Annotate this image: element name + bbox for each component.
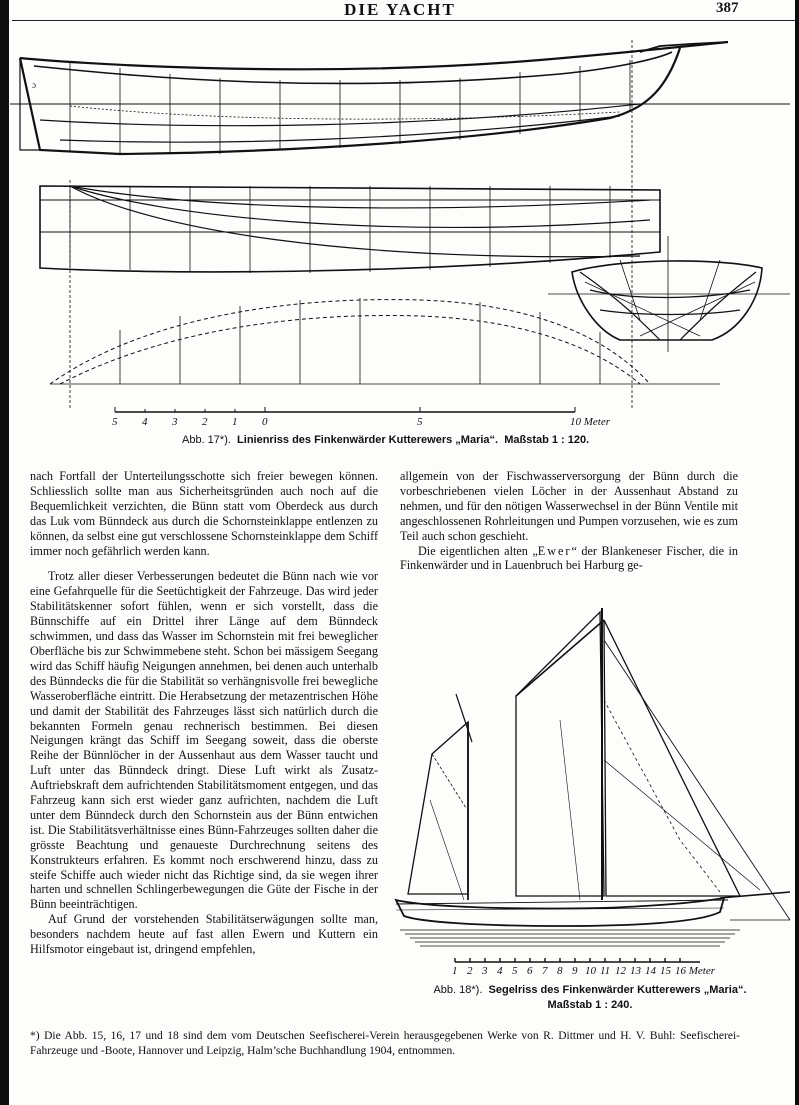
scale17-label-5m: 5 [417, 416, 423, 428]
scale17-label-4: 4 [142, 416, 148, 428]
scale18-label-16: 16 Meter [675, 965, 716, 977]
figure18-caption [420, 983, 760, 1013]
scale18-label-12: 12 [615, 965, 626, 977]
figure18-caption-prefix: Abb. 18*). [433, 984, 483, 996]
scale18-label-10: 10 [585, 965, 596, 977]
fore-sail [604, 620, 740, 896]
bowsprit [720, 892, 790, 898]
paragraph-left-3: Auf Grund der vorstehenden Stabilitätserwägungen sollte man, besonders nachdem heute auf fast allen Ewern und Kuttern ein Hilfsmotor eingebaut ist, dringend empfehlen, [30, 912, 378, 957]
paragraph-left-2: Trotz aller dieser Verbesserungen bedeutet die Bünn nach wie vor eine Gefahrquelle für die Seetüchtigkeit der Fahrzeuge. Das wird jeder Stabilitätskenner sofort fühlen, wenn er sich vorstellt, dass die Bünnschiffe auf ein Drittel ihrer Länge auf dem Bünndeck schwimmen, und dass das Wasser im Schornstein mit frei beweglicher Oberfläche bis zur Schwimmebene steht. Schon bei mässigem Seegang wird das Schiff häufig Neigungen annehmen, bei denen auch unterhalb des Bünndecks die für die Stabilität so verhängnisvolle frei bewegliche Wasseroberfläche eintritt. Die Herabsetzung der metazentrischen Höhe und damit der Stabilität des Fahrzeuges lässt sich natürlich durch die bekannten Formeln genau rechnerisch bestimmen. Bei diesen Neigungen krängt das Schiff im Seegang soweit, dass die oberste Reihe der Bünnlöcher in der Aussenhaut aus dem Wasser taucht und Luft unter das Bünndeck dringt. Diese Luft wirkt als Zusatz-Auftriebskraft dem aufrichtenden Stabilitätsmoment entgegen, und das Fahrzeug kann sich erst wieder ganz aufrichten, nachdem die Luft unter dem Bünndeck durch den Schornstein aus der Bünn entwichen ist. Die Stabilitätsverhältnisse eines Bünn-Fahrzeuges sollten daher die grösste Beachtung und genaueste Durchrechnung seitens des Konstrukteurs erfahren. Es kommt noch erschwerend hinzu, dass zu steife Schiffe auch wieder nicht das Richtige sind, da sie wegen ihrer harten und schnellen Schlingerbewegungen die Güte der Fische in der Bünn beeinträchtigen. [30, 569, 378, 912]
paragraph-left-1: nach Fortfall der Unterteilungsschotte sich freier bewegen können. Schliesslich sollte man aus Sicherheitsgründen auch noch auf die Bequemlichkeit verzichten, die Bünn statt vom Oberdeck aus durch das Luk vom Bünndeck aus durch die Schornsteinklappe entlenzen zu können, da selbst eine gut verschlossene Schornsteinklappe dem Schiff immer noch gefährlich werden kann. [30, 469, 378, 558]
right-text-column [400, 469, 738, 573]
scale18-label-8: 8 [557, 965, 563, 977]
journal-title: DIE YACHT [344, 0, 456, 19]
figure18-caption-scale: Maßstab 1 : 240. [547, 999, 633, 1011]
scale17-label-2: 2 [202, 416, 208, 428]
scale17-label-3: 3 [172, 416, 178, 428]
scale18-label-14: 14 [645, 965, 656, 977]
scale18-label-7: 7 [542, 965, 548, 977]
scale17-label-1: 1 [232, 416, 238, 428]
jib-stay [604, 640, 790, 920]
paragraph-right-1: allgemein von der Fischwasserversorgung der Bünn durch die vorbeschriebenen vielen Löcher in der Aussenhaut Abstand zu nehmen, und für den nötigen Wasserwechsel in der Bünn Ventile mit angeschlossenen Rohrleitungen und Pumpen vorzusehen, wie es zum Teil auch schon geschieht. [400, 469, 738, 543]
scale17-label-10m: 10 Meter [570, 416, 611, 428]
svg-text:ɔ: ɔ [32, 80, 36, 90]
scale-bar-fig18 [455, 958, 700, 962]
scale18-label-9: 9 [572, 965, 578, 977]
figure17-caption-scale: Maßstab 1 : 120. [504, 434, 590, 446]
figure17-caption-prefix: Abb. 17*). [182, 434, 231, 446]
figure18-caption-title: Segelriss des Finkenwärder Kutterewers „Maria“. [488, 984, 747, 996]
scale17-label-0: 0 [262, 416, 268, 428]
scale18-label-1: 1 [452, 965, 458, 977]
main-sail [516, 612, 604, 896]
mizzen-sail [408, 722, 468, 894]
scale18-label-4: 4 [497, 965, 503, 977]
scale18-label-6: 6 [527, 965, 533, 977]
paragraph-right-2-start: Die eigentlichen alten „ [418, 543, 538, 558]
scale18-label-13: 13 [630, 965, 641, 977]
scale18-label-3: 3 [482, 965, 488, 977]
scale18-label-2: 2 [467, 965, 473, 977]
paragraph-right-2-rest: “ der Blankeneser Fischer, die in Finkenwärder und in Lauenbruch bei Harburg ge- [400, 543, 739, 573]
paragraph-right-2 [400, 544, 738, 574]
scale18-label-11: 11 [600, 965, 611, 977]
scale18-label-15: 15 [660, 965, 671, 977]
scale18-label-5: 5 [512, 965, 518, 977]
footnote: *) Die Abb. 15, 16, 17 und 18 sind dem vom Deutschen Seefischerei-Verein herausgegebenen Werke von R. Dittmer und H. V. Buhl: Seefischerei-Fahrzeuge und -Boote, Hannover und Leipzig, Halm’sche Buchhandlung 1904, entnommen. [30, 1030, 740, 1057]
left-text-column [30, 469, 378, 957]
figure17-caption-title: Linienriss des Finkenwärder Kutterewers „Maria“. [237, 434, 499, 446]
page-number: 387 [716, 0, 739, 16]
ewer-spaced-word: Ewer [537, 543, 572, 558]
scale17-label-5: 5 [112, 416, 118, 428]
